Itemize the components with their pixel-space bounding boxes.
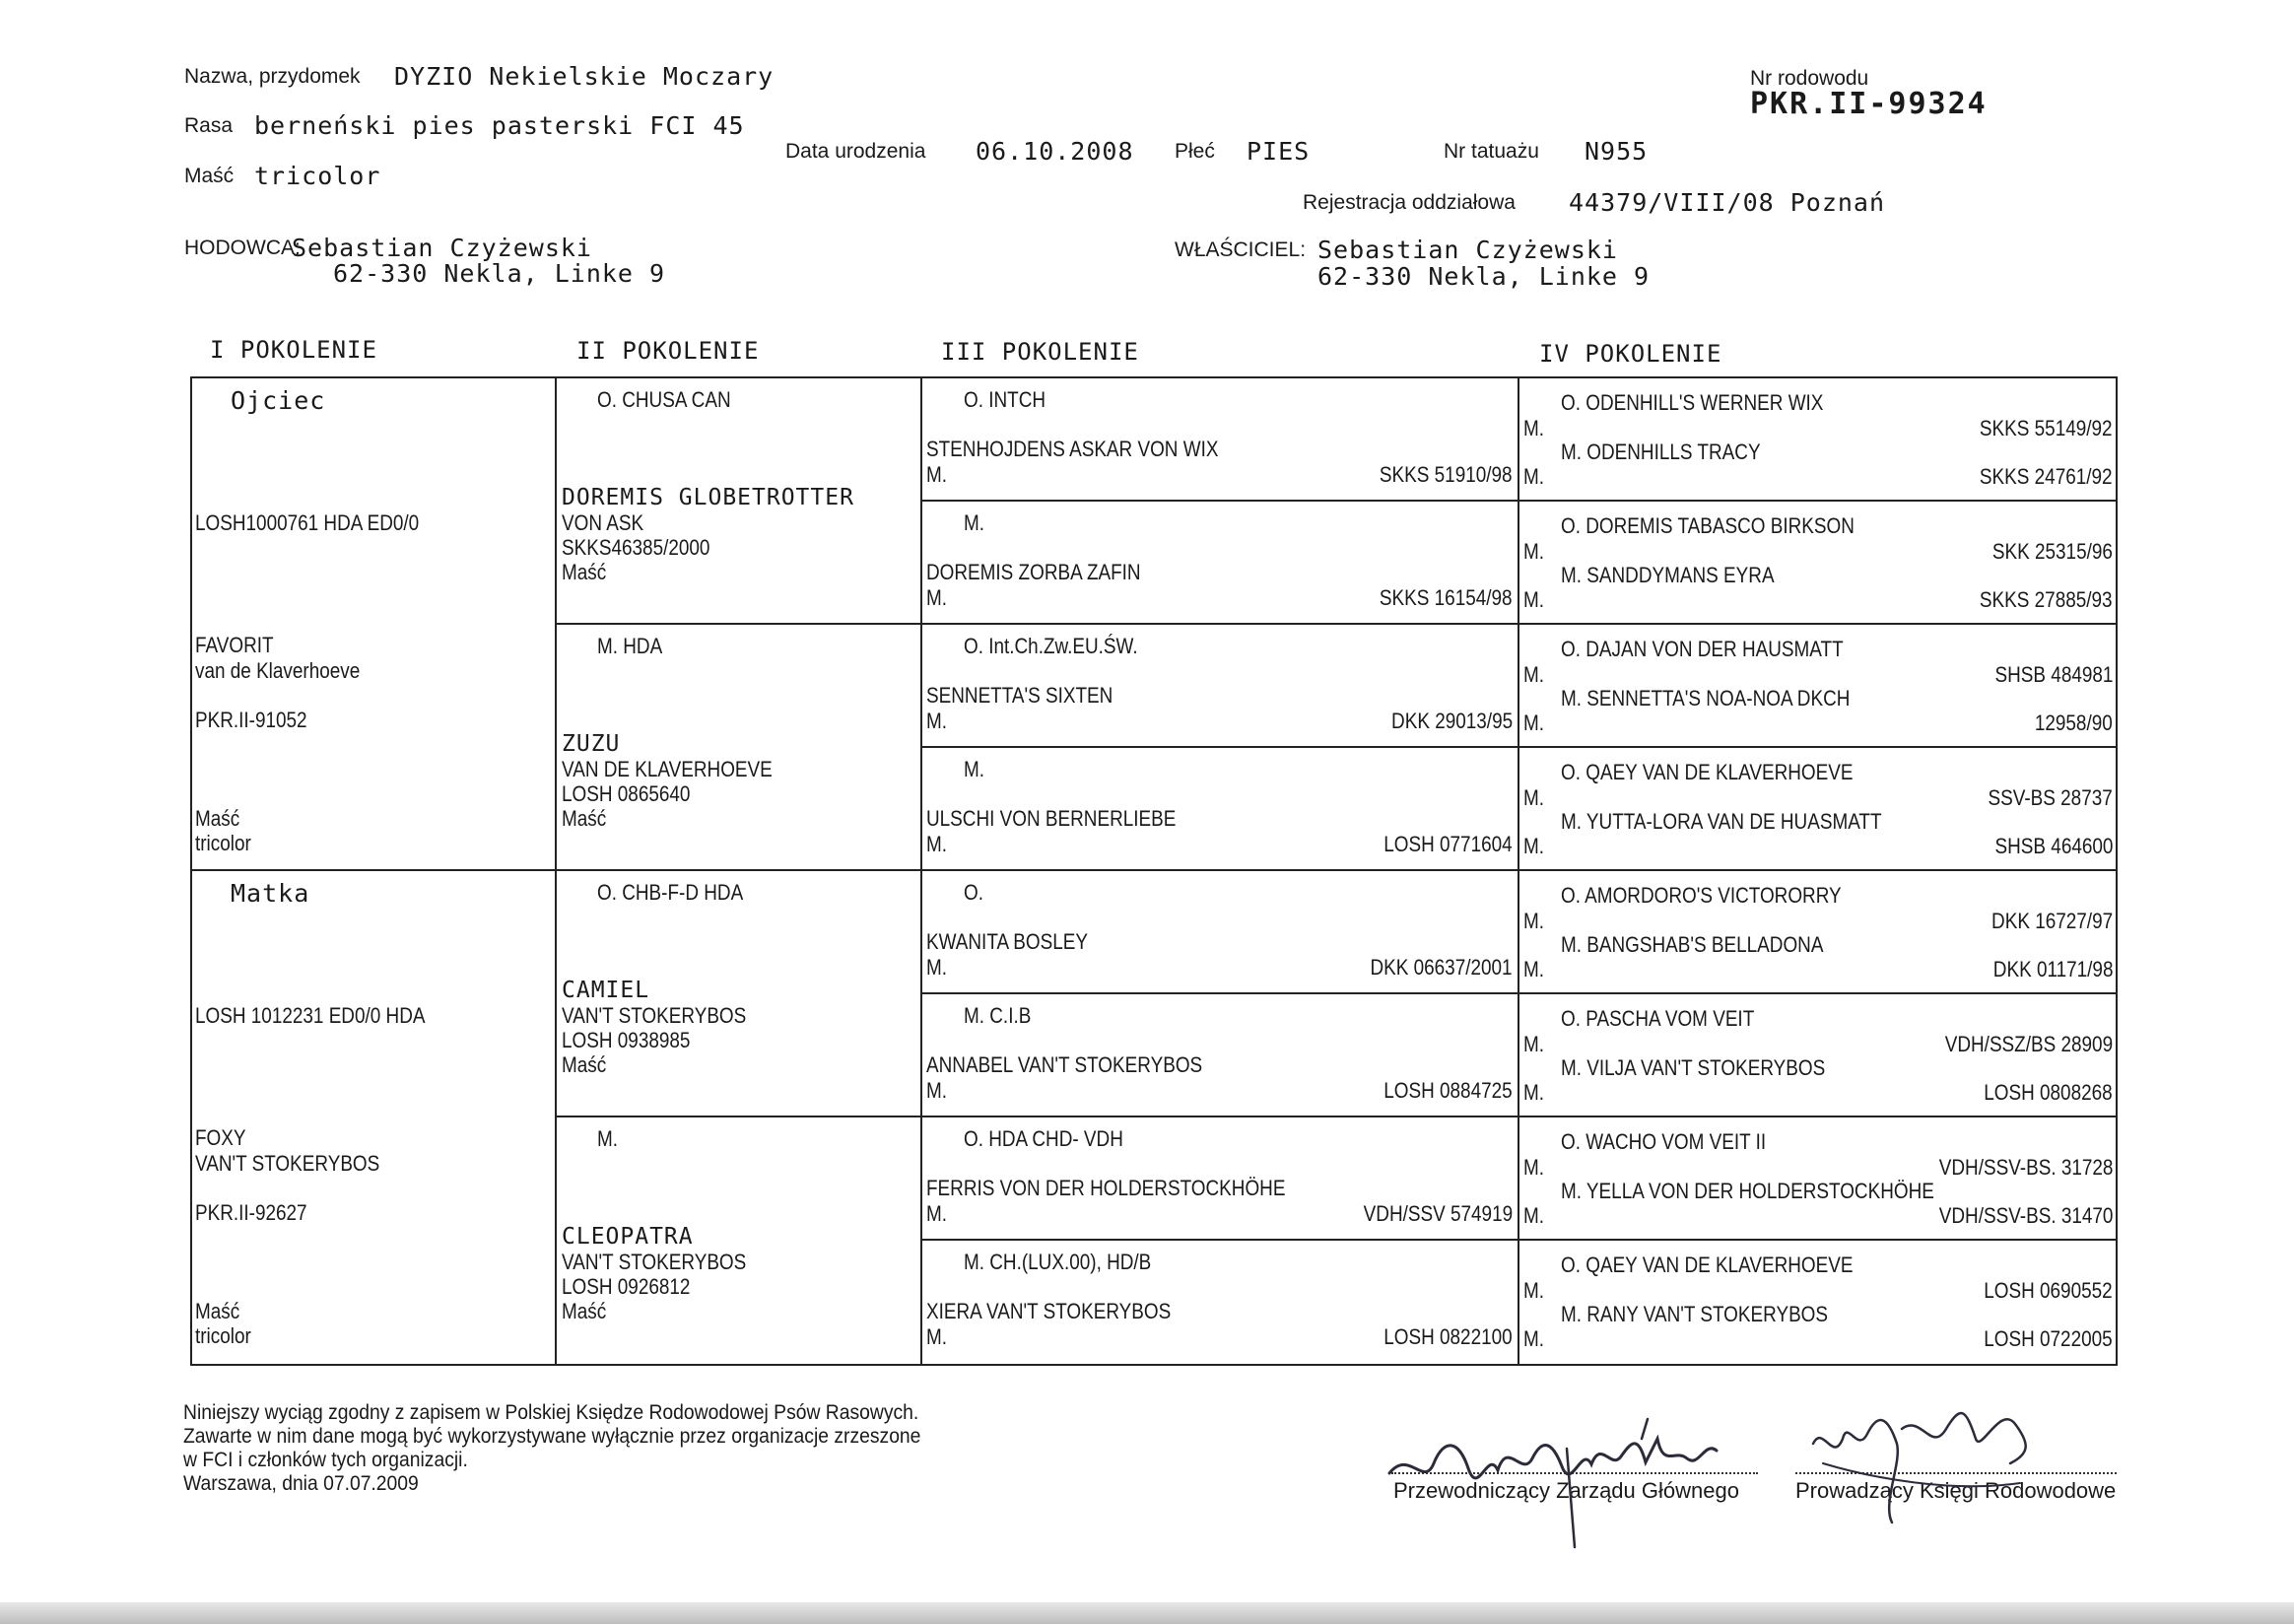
gen4-m-prefix: M. xyxy=(1523,416,1545,440)
gen4-m-prefix: M. xyxy=(1523,662,1545,687)
pedigree-number: PKR.II-99324 xyxy=(1750,87,1988,121)
breed-label: Rasa xyxy=(184,114,234,137)
gen4-dam-registration: VDH/SSV-BS. 31470 xyxy=(1938,1203,2113,1228)
gen4-m-prefix: M. xyxy=(1523,1080,1545,1105)
owner-label: WŁAŚCICIEL: xyxy=(1175,238,1307,261)
gen3-title: O. HDA CHD- VDH xyxy=(964,1126,1123,1151)
gen4-dam-registration: SHSB 464600 xyxy=(1994,834,2113,858)
name-label: Nazwa, przydomek xyxy=(184,65,361,88)
tattoo-value: N955 xyxy=(1585,137,1649,166)
gen2-name-suffix: VAN'T STOKERYBOS xyxy=(562,1003,747,1028)
issue-place-date: Warszawa, dnia 07.07.2009 xyxy=(183,1472,419,1495)
gen2-registration: LOSH 0938985 xyxy=(562,1028,691,1052)
sire-color: tricolor xyxy=(195,831,251,855)
gen4-m-prefix: M. xyxy=(1523,587,1545,612)
gen2-name-suffix: VAN'T STOKERYBOS xyxy=(562,1250,747,1274)
gen3-registration: SKKS 16154/98 xyxy=(1380,585,1513,610)
gen3-name: XIERA VAN'T STOKERYBOS xyxy=(926,1299,1172,1323)
gen2-title: M. HDA xyxy=(597,634,663,658)
gen4-m-prefix: M. xyxy=(1523,1278,1545,1303)
breeder-name: Sebastian Czyżewski xyxy=(292,234,592,262)
sex-label: Płeć xyxy=(1175,140,1215,163)
sire-registration: PKR.II-91052 xyxy=(195,708,307,732)
breeder-label: HODOWCA: xyxy=(184,237,301,259)
color-label: Maść xyxy=(184,165,235,187)
gen3-registration: LOSH 0822100 xyxy=(1383,1324,1513,1349)
gen3-name: STENHOJDENS ASKAR VON WIX xyxy=(926,437,1219,461)
gen3-name: ULSCHI VON BERNERLIEBE xyxy=(926,806,1177,831)
scan-bottom-edge xyxy=(0,1602,2294,1624)
gen3-registration: LOSH 0771604 xyxy=(1383,832,1513,856)
gen4-sire-registration: VDH/SSV-BS. 31728 xyxy=(1938,1155,2113,1180)
gen3-registration: DKK 06637/2001 xyxy=(1370,955,1513,980)
gen3-title: M. xyxy=(964,757,985,781)
breed-value: berneński pies pasterski FCI 45 xyxy=(254,111,745,140)
gen4-m-prefix: M. xyxy=(1523,1326,1545,1351)
gen3-title: O. Int.Ch.Zw.EU.ŚW. xyxy=(964,634,1138,658)
gen4-dam-registration: DKK 01171/98 xyxy=(1992,957,2113,981)
signature-label-chairman: Przewodniczący Zarządu Głównego xyxy=(1393,1478,1739,1503)
sire-name: FAVORIT xyxy=(195,633,274,657)
gen3-m-prefix: M. xyxy=(926,462,948,487)
dam-titles: LOSH 1012231 ED0/0 HDA xyxy=(195,1003,426,1028)
sire-titles: LOSH1000761 HDA ED0/0 xyxy=(195,510,420,535)
gen2-title: O. CHB-F-D HDA xyxy=(597,880,744,905)
sire-color-label: Maść xyxy=(195,806,240,831)
gen4-dam: M. VILJA VAN'T STOKERYBOS xyxy=(1561,1055,1826,1080)
registrar-signature xyxy=(1793,1385,2089,1552)
gen4-m-prefix: M. xyxy=(1523,785,1545,810)
gen4-m-prefix: M. xyxy=(1523,957,1545,981)
birth-label: Data urodzenia xyxy=(785,140,926,163)
gen4-m-prefix: M. xyxy=(1523,1203,1545,1228)
gen4-dam-registration: SKKS 24761/92 xyxy=(1980,464,2113,489)
tattoo-label: Nr tatuażu xyxy=(1444,140,1539,163)
gen4-dam: M. SANDDYMANS EYRA xyxy=(1561,563,1775,587)
gen2-color-label: Maść xyxy=(562,560,607,584)
signature-label-registrar: Prowadzący Księgi Rodowodowe xyxy=(1795,1478,2117,1503)
gen4-sire-registration: SHSB 484981 xyxy=(1994,662,2113,687)
gen3-title: M. C.I.B xyxy=(964,1003,1032,1028)
gen3-name: FERRIS VON DER HOLDERSTOCKHÖHE xyxy=(926,1176,1286,1200)
certification-line: Zawarte w nim dane mogą być wykorzystywane wyłącznie przez organizacje zrzeszone xyxy=(183,1425,921,1448)
gen4-dam-registration: 12958/90 xyxy=(2035,710,2113,735)
gen2-name-suffix: VON ASK xyxy=(562,510,644,535)
gen3-m-prefix: M. xyxy=(926,585,948,610)
registration-label: Rejestracja oddziałowa xyxy=(1303,191,1516,214)
owner-name: Sebastian Czyżewski xyxy=(1317,236,1618,264)
gen4-sire-registration: LOSH 0690552 xyxy=(1984,1278,2113,1303)
gen4-dam: M. YUTTA-LORA VAN DE HUASMATT xyxy=(1561,809,1882,834)
gen2-name: ZUZU xyxy=(562,731,621,757)
gen2-title: M. xyxy=(597,1126,619,1151)
gen4-dam: M. ODENHILLS TRACY xyxy=(1561,440,1761,464)
sex-value: PIES xyxy=(1247,137,1311,166)
gen4-sire: O. ODENHILL'S WERNER WIX xyxy=(1561,390,1824,415)
certification-line: Niniejszy wyciąg zgodny z zapisem w Polskiej Księdze Rodowodowej Psów Rasowych. xyxy=(183,1401,919,1424)
gen4-sire: O. AMORDORO'S VICTORORRY xyxy=(1561,883,1842,908)
gen3-m-prefix: M. xyxy=(926,955,948,980)
gen2-name-suffix: VAN DE KLAVERHOEVE xyxy=(562,757,773,781)
certification-note xyxy=(183,1401,920,1496)
gen2-name: CLEOPATRA xyxy=(562,1224,694,1250)
gen3-registration: DKK 29013/95 xyxy=(1390,709,1513,733)
gen3-title: O. xyxy=(964,880,983,905)
gen3-name: SENNETTA'S SIXTEN xyxy=(926,683,1113,708)
gen4-dam-registration: LOSH 0808268 xyxy=(1984,1080,2113,1105)
gen4-dam-registration: LOSH 0722005 xyxy=(1984,1326,2113,1351)
breeder-address: 62-330 Nekla, Linke 9 xyxy=(333,259,666,288)
gen2-color-label: Maść xyxy=(562,806,607,831)
dam-color-label: Maść xyxy=(195,1299,240,1323)
dam-name: FOXY xyxy=(195,1125,246,1150)
dog-name: DYZIO Nekielskie Moczary xyxy=(394,62,775,91)
color-value: tricolor xyxy=(254,162,381,190)
gen2-name: DOREMIS GLOBETROTTER xyxy=(562,485,854,510)
gen4-m-prefix: M. xyxy=(1523,909,1545,933)
gen4-m-prefix: M. xyxy=(1523,710,1545,735)
gen2-color-label: Maść xyxy=(562,1299,607,1323)
gen2-color-label: Maść xyxy=(562,1052,607,1077)
gen4-sire: O. PASCHA VOM VEIT xyxy=(1561,1006,1755,1031)
gen2-name: CAMIEL xyxy=(562,978,650,1003)
dam-label: Matka xyxy=(231,879,310,908)
gen2-registration: LOSH 0926812 xyxy=(562,1274,691,1299)
gen4-sire: O. QAEY VAN DE KLAVERHOEVE xyxy=(1561,760,1854,784)
birth-value: 06.10.2008 xyxy=(976,137,1134,166)
gen4-m-prefix: M. xyxy=(1523,1032,1545,1056)
dam-name-suffix: VAN'T STOKERYBOS xyxy=(195,1151,380,1176)
sire-name-suffix: van de Klaverhoeve xyxy=(195,658,361,683)
gen4-sire: O. WACHO VOM VEIT II xyxy=(1561,1129,1767,1154)
gen4-sire: O. QAEY VAN DE KLAVERHOEVE xyxy=(1561,1252,1854,1277)
pedigree-number-label: Nr rodowodu xyxy=(1750,67,1869,90)
gen3-title: M. xyxy=(964,510,985,535)
gen2-registration: SKKS46385/2000 xyxy=(562,535,710,560)
dam-color: tricolor xyxy=(195,1323,251,1348)
gen4-dam: M. SENNETTA'S NOA-NOA DKCH xyxy=(1561,686,1851,710)
gen4-dam: M. YELLA VON DER HOLDERSTOCKHÖHE xyxy=(1561,1179,1934,1203)
sire-label: Ojciec xyxy=(231,386,326,415)
gen3-name: DOREMIS ZORBA ZAFIN xyxy=(926,560,1141,584)
gen3-m-prefix: M. xyxy=(926,1201,948,1226)
owner-address: 62-330 Nekla, Linke 9 xyxy=(1317,262,1651,291)
registration-value: 44379/VIII/08 Poznań xyxy=(1569,188,1886,217)
gen4-sire: O. DOREMIS TABASCO BIRKSON xyxy=(1561,513,1855,538)
gen4-m-prefix: M. xyxy=(1523,539,1545,564)
generation-1-header: I POKOLENIE xyxy=(210,336,377,364)
gen4-dam: M. BANGSHAB'S BELLADONA xyxy=(1561,932,1824,957)
gen4-sire-registration: SKK 25315/96 xyxy=(1991,539,2113,564)
gen4-dam: M. RANY VAN'T STOKERYBOS xyxy=(1561,1302,1829,1326)
generation-2-header: II POKOLENIE xyxy=(576,337,760,365)
gen3-name: ANNABEL VAN'T STOKERYBOS xyxy=(926,1052,1203,1077)
gen3-m-prefix: M. xyxy=(926,1324,948,1349)
gen4-m-prefix: M. xyxy=(1523,834,1545,858)
gen3-m-prefix: M. xyxy=(926,1078,948,1103)
gen4-dam-registration: SKKS 27885/93 xyxy=(1980,587,2113,612)
gen4-sire-registration: SSV-BS 28737 xyxy=(1988,785,2113,810)
gen4-sire: O. DAJAN VON DER HAUSMATT xyxy=(1561,637,1844,661)
gen4-sire-registration: SKKS 55149/92 xyxy=(1980,416,2113,440)
gen3-title: M. CH.(LUX.00), HD/B xyxy=(964,1250,1152,1274)
gen4-m-prefix: M. xyxy=(1523,464,1545,489)
gen3-registration: VDH/SSV 574919 xyxy=(1363,1201,1513,1226)
gen3-m-prefix: M. xyxy=(926,832,948,856)
certification-line: w FCI i członków tych organizacji. xyxy=(183,1449,468,1471)
gen3-title: O. INTCH xyxy=(964,387,1046,412)
gen4-m-prefix: M. xyxy=(1523,1155,1545,1180)
chairman-signature xyxy=(1380,1380,1754,1557)
gen3-name: KWANITA BOSLEY xyxy=(926,929,1089,954)
generation-3-header: III POKOLENIE xyxy=(941,338,1139,366)
generation-4-header: IV POKOLENIE xyxy=(1539,340,1722,368)
gen3-m-prefix: M. xyxy=(926,709,948,733)
gen2-registration: LOSH 0865640 xyxy=(562,781,691,806)
dam-registration: PKR.II-92627 xyxy=(195,1200,307,1225)
gen4-sire-registration: VDH/SSZ/BS 28909 xyxy=(1944,1032,2113,1056)
gen3-registration: SKKS 51910/98 xyxy=(1380,462,1513,487)
gen3-registration: LOSH 0884725 xyxy=(1383,1078,1513,1103)
gen2-title: O. CHUSA CAN xyxy=(597,387,731,412)
gen4-sire-registration: DKK 16727/97 xyxy=(1990,909,2113,933)
